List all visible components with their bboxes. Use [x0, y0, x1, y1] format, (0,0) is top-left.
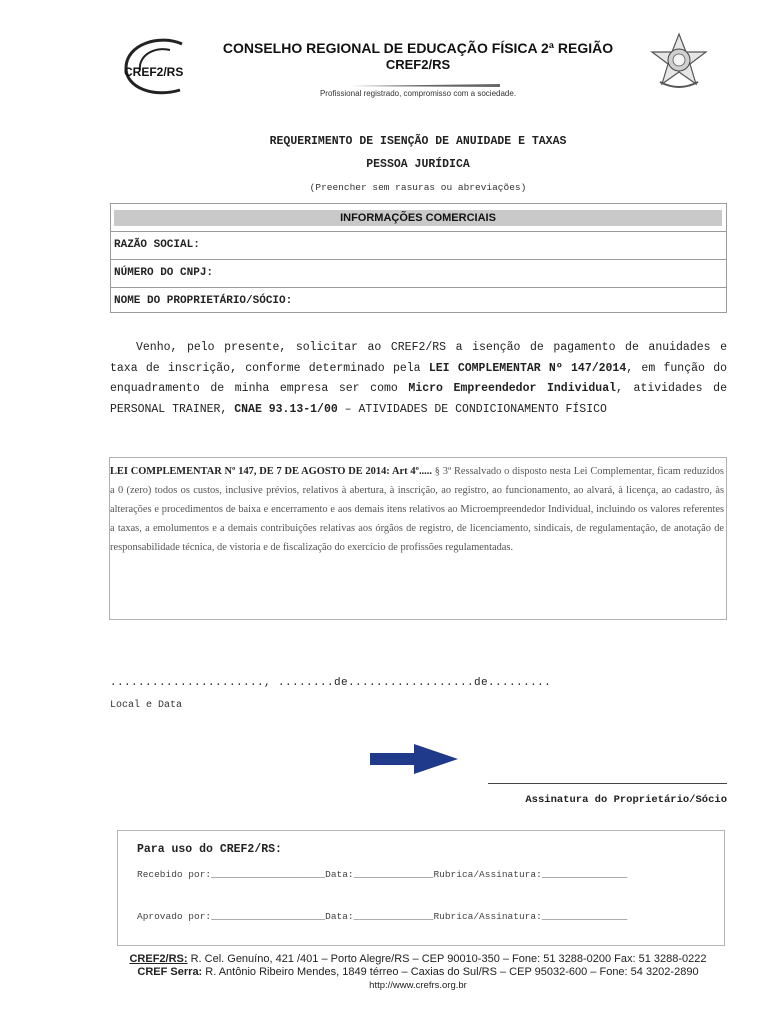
- cref-logo: [120, 36, 200, 98]
- info-table-header: INFORMAÇÕES COMERCIAIS: [114, 210, 722, 226]
- law-excerpt-box: [109, 457, 727, 620]
- coat-of-arms-icon: [648, 32, 710, 94]
- internal-use-box: [117, 830, 725, 946]
- footer-label-serra: CREF Serra:: [137, 966, 203, 978]
- paragraph-text-4: – ATIVIDADES DE CONDICIONAMENTO FÍSICO: [337, 402, 607, 416]
- logo-text: CREF2/RS: [124, 65, 184, 79]
- request-paragraph: [110, 338, 727, 420]
- fill-instruction: (Preencher sem rasuras ou abreviações): [309, 182, 527, 193]
- footer-text-2: R. Antônio Ribeiro Mendes, 1849 térreo – Caxias do Sul/RS – CEP 95032-600 – Fone: 54 3202-2890: [202, 966, 699, 978]
- footer-text-1: R. Cel. Genuíno, 421 /401 – Porto Alegre/RS – CEP 90010-350 – Fone: 51 3288-0200 Fax: 51 3288-0222: [187, 953, 707, 965]
- field-proprietario[interactable]: NOME DO PROPRIETÁRIO/SÓCIO:: [111, 287, 726, 315]
- info-table: [110, 203, 727, 313]
- org-subtitle: CREF2/RS: [385, 57, 451, 72]
- paragraph-text-2: , em função do enquadramento de minha empresa ser como: [110, 361, 727, 395]
- footer-address-serra: [0, 966, 770, 978]
- mei-term: Micro Empreendedor Individual: [408, 382, 617, 395]
- field-cnpj[interactable]: NÚMERO DO CNPJ:: [111, 259, 726, 287]
- paragraph-text-1: Venho, pelo presente, solicitar ao CREF2/RS a isenção de pagamento de anuidades e taxa de inscrição, conforme determinado pela: [110, 341, 727, 375]
- law-body: § 3º Ressalvado o disposto nesta Lei Complementar, ficam reduzidos a 0 (zero) todos os custos, inclusive prévios, relativos à abertura, à inscrição, ao registro, ao funcionamento, ao alvará, à licença, ao cadastro, às alterações e procedimentos de baixa e encerramento e aos demais itens relativos ao Microempreendedor Individual, incluindo os valores referentes a taxas, a emolumentos e a demais contribuições relativas aos órgãos de registro, de licenciamento, sindicais, de regulamentação, de anotação de responsabilidade técnica, de vistoria e de fiscalização do exercício de profissões regulamentadas.: [110, 466, 724, 553]
- law-reference: LEI COMPLEMENTAR Nº 147/2014: [428, 361, 627, 375]
- local-date-line[interactable]: ......................, ........de..................de.........: [110, 677, 552, 689]
- title-underline: [350, 76, 500, 82]
- internal-use-title: Para uso do CREF2/RS:: [137, 843, 282, 856]
- law-excerpt: [110, 462, 724, 557]
- signature-label: Assinatura do Proprietário/Sócio: [525, 794, 727, 806]
- footer-address-portoalegre: [0, 953, 770, 965]
- local-date-label: Local e Data: [110, 700, 183, 711]
- field-razao-social[interactable]: RAZÃO SOCIAL:: [111, 231, 726, 259]
- org-title: CONSELHO REGIONAL DE EDUCAÇÃO FÍSICA 2ª REGIÃO: [222, 40, 614, 56]
- org-slogan: Profissional registrado, compromisso com a sociedade.: [319, 89, 517, 98]
- footer-website-link[interactable]: http://www.crefrs.org.br: [369, 980, 467, 991]
- received-by-row[interactable]: Recebido por:____________________Data:______________Rubrica/Assinatura:_______________: [137, 869, 628, 880]
- law-heading: LEI COMPLEMENTAR Nº 147, DE 7 DE AGOSTO DE 2014: Art 4º.....: [110, 466, 432, 477]
- approved-by-row[interactable]: Aprovado por:____________________Data:______________Rubrica/Assinatura:_______________: [137, 911, 628, 922]
- cnae-code: CNAE 93.13-1/00: [234, 402, 338, 416]
- signature-line[interactable]: [488, 783, 727, 784]
- paragraph-text-3: , atividades de PERSONAL TRAINER,: [110, 382, 727, 416]
- document-title: REQUERIMENTO DE ISENÇÃO DE ANUIDADE E TAXAS: [269, 135, 567, 148]
- footer-label-cref: CREF2/RS:: [129, 953, 188, 965]
- arrow-right-icon: [370, 744, 458, 774]
- document-subtitle: PESSOA JURÍDICA: [366, 158, 470, 171]
